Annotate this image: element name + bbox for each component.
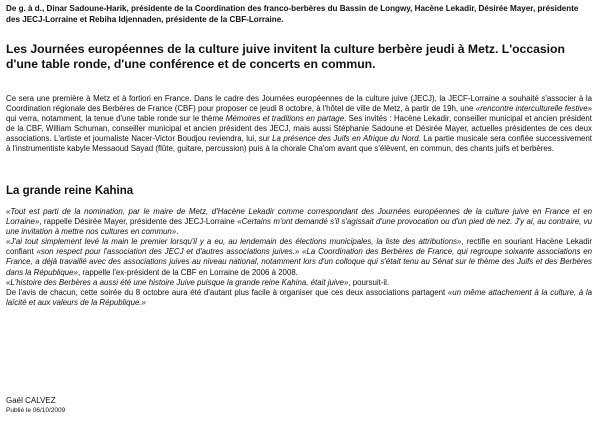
quote-2-attribution: , rectifie en souriant Hacène Lekadir confiant (6, 237, 592, 257)
intro-emphasis-1: «rencontre interculturelle festive» (475, 104, 593, 114)
intro-emphasis-2: Mémoires et traditions en partage (225, 114, 345, 124)
author-byline: Gaël CALVEZ (6, 396, 56, 405)
intro-text-1: Ce sera une première à Metz et à fortiori en France. Dans le cadre des Journées européennes de la culture juive (JECJ), la JECF-Lorraine a souhaité s'associer à la Coordination régionale des Berbères de France (CBF) pour proposer ce jeudi 8 octobre, à l'hôtel de ville de Metz, à partir de 19h, une (6, 94, 592, 114)
quote-paragraph-2 (6, 237, 592, 277)
quote-1: «Tout est parti de la nomination, par le maire de Metz, d'Hacène Lekadir comme correspondant des Journées européennes de la culture juive en France et en Lorraine» (6, 207, 592, 227)
intro-paragraph (6, 94, 592, 155)
quote-2c: «La Coordination des Berbères de France, qui regroupe soixante associations en France, a déjà travaillé avec des associations juives au niveau national, notamment lors d'un colloque qui s'était tenu au Sénat sur le thème des Juifs et des Berbères dans la République» (6, 247, 592, 277)
quote-paragraph-3 (6, 278, 592, 288)
quote-1-end: . (176, 227, 179, 237)
article-body (6, 207, 592, 308)
intro-text-2: qui verra, notamment, la tenue d'une table ronde sur le thème (6, 114, 226, 124)
quote-2: «J'ai tout simplement levé la main le premier lorsqu'il y a eu, au lendemain des élections municipales, la liste des attributions» (6, 237, 462, 247)
closing-text: De l'avis de chacun, cette soirée du 8 octobre aura été d'autant plus facile à organiser que ces deux associations partagent (6, 287, 448, 297)
quote-3: «L'histoire des Berbères a aussi été une histoire Juive puisque la grande reine Kahina, était juive» (6, 277, 349, 287)
closing-paragraph (6, 288, 592, 308)
quote-1b: «Certains m'ont demandé s'il s'agissait d'une provocation ou d'un pied de nez. J'y ai, au contraire, vu une invitation à mettre nos cultures en commun» (6, 217, 593, 237)
publication-date: Publié le 06/10/2009 (6, 407, 66, 414)
quote-2b: «son respect pour l'association des JECJ et d'autres associations juives.» (36, 247, 300, 257)
closing-quote: «un même attachement à la culture, à la laïcité et aux valeurs de la République.» (6, 287, 592, 307)
article-intro (6, 94, 592, 155)
quote-3-attribution: , poursuit-il. (348, 277, 390, 287)
quote-1-attribution: , rappelle Désirée Mayer, présidente des JECJ-Lorraine (39, 217, 238, 227)
quote-2-end: , rappelle l'ex-président de la CBF en Lorraine de 2006 à 2008. (77, 267, 298, 277)
intro-emphasis-3: La présence des Juifs en Afrique du Nord (272, 134, 419, 144)
intro-text-4: . La partie musicale sera confiée successivement à l'instrumentiste kabyle Messaoud Sayad (flûte, guitare, percussion) puis à la chorale Cha'om avant que s'élèvent, en commun, des chants juifs et berbères. (6, 134, 592, 154)
intro-text-3: . Ses invités : Hacène Lekadir, conseiller municipal et ancien président de la CBF, William Schuman, conseiller municipal et ancien président des JECJ, mais aussi Stéphanie Sadoune et Désirée Mayer, actuelles présidentes de ces deux associations. L'artiste et journaliste Nacer-Victor Boudjou reviendra, lui, sur (6, 114, 593, 144)
section-subheading: La grande reine Kahina (6, 185, 134, 197)
quote-paragraph-1 (6, 207, 592, 237)
article-headline: Les Journées européennes de la culture juive invitent la culture berbère jeudi à Metz. L'occasion d'une table ronde, d'une conférence et de concerts en commun. (6, 42, 565, 71)
photo-caption: De g. à d., Dinar Sadoune-Harik, présidente de la Coordination des franco-berbères du Bassin de Longwy, Hacène Lekadir, Désirée Mayer, présidente des JECJ-Lorraine et Rebiha Idjennaden, présidente de la CBF-Lorraine. (6, 4, 579, 24)
